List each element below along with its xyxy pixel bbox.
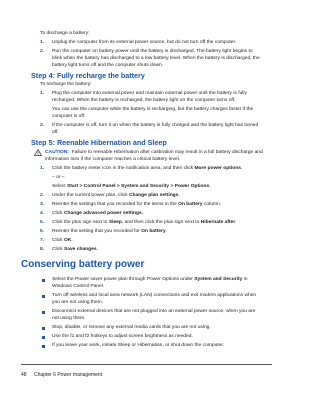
conserving-bullet-1-plain: Select the Power saver power plan through Power Options under xyxy=(52,277,195,282)
system-and-security-term: System and Security xyxy=(194,277,243,282)
step-5-item-7-number: 7. xyxy=(40,238,45,243)
conserving-bullet-1-line-2: Windows Control Panel. xyxy=(52,284,105,289)
step-5-item-2-text xyxy=(52,193,180,199)
caution-line-2: information loss if the computer reaches a critical battery level. xyxy=(45,157,181,162)
bullet-icon xyxy=(42,336,45,339)
step-5-item-8-text xyxy=(52,247,98,253)
step-5-item-6-text xyxy=(52,229,167,235)
conserving-bullet-2-line-1: Turn off wireless and local area network (LAN) connections and exit modem applications when xyxy=(52,293,257,298)
step-5-item-2-end: . xyxy=(178,193,180,198)
conserving-bullet-3-line-2: not using them. xyxy=(52,316,86,321)
on-battery-term-2: On battery xyxy=(141,229,166,234)
step-4-item-1-note-line-1: You can use the computer while the battery is recharging, but the battery charges faster if the xyxy=(52,107,254,112)
page-number: 48 xyxy=(21,372,27,378)
change-plan-settings-term: Change plan settings xyxy=(128,193,179,198)
hibernate-after-term: Hibernate after xyxy=(200,220,236,225)
caution-text-1: Failure to reenable Hibernation after calibration may result in a full battery discharge and xyxy=(71,150,263,155)
step-5-item-7-end: . xyxy=(71,238,73,243)
step-5-item-8-number: 8. xyxy=(40,247,45,252)
step-5-item-1-number: 1. xyxy=(40,166,45,171)
step-5-item-7-text xyxy=(52,238,73,244)
step-5-item-5-number: 5. xyxy=(40,220,45,225)
step-4-heading: Step 4: Fully recharge the battery xyxy=(31,71,145,80)
bullet-icon xyxy=(42,279,45,282)
control-panel-path: Start > Control Panel > System and Security > Power Options xyxy=(66,184,210,189)
discharge-step-1-text: Unplug the computer from its external power source, but do not turn off the computer. xyxy=(52,40,237,45)
step-5-item-1-text xyxy=(52,166,242,172)
conserving-bullet-4: Stop, disable, or remove any external media cards that you are not using. xyxy=(52,325,211,330)
select-prefix: Select xyxy=(52,184,67,189)
step-5-item-3-plain: Reenter the settings that you recorded for the items in the xyxy=(52,202,179,207)
conserving-bullet-1-end: in xyxy=(242,277,248,282)
on-battery-term: On battery xyxy=(178,202,203,207)
sleep-term: Sleep xyxy=(108,220,122,225)
step-4-item-1-note-line-2: computer is off. xyxy=(52,114,86,119)
step-5-item-3-end: column. xyxy=(202,202,222,207)
step-5-item-3-text xyxy=(52,202,221,208)
step-5-item-1-plain: Click the battery meter icon in the notification area, and then click xyxy=(52,166,195,171)
conserving-bullet-3-line-1: Disconnect external devices that are not plugged into an external power source, when you are xyxy=(52,309,256,314)
step-4-item-1-number: 1. xyxy=(40,91,45,96)
step-5-item-1-end: . xyxy=(240,166,243,171)
step-5-item-8-end: . xyxy=(96,247,98,252)
conserving-battery-heading: Conserving battery power xyxy=(21,259,145,270)
step-5-item-8-plain: Click xyxy=(52,247,64,252)
step-5-item-4-end: . xyxy=(141,211,144,216)
step-4-item-2-number: 2. xyxy=(40,123,45,128)
step-5-item-4-text xyxy=(52,211,143,217)
step-5-item-6-end: . xyxy=(165,229,167,234)
more-power-options-term: More power options xyxy=(194,166,241,171)
discharge-step-2-line-2: blink when the battery has discharged to a low battery level. When the battery is discharged, the xyxy=(52,56,260,61)
step-5-item-5-mid: , and then click the plus sign next to xyxy=(121,220,201,225)
bullet-icon xyxy=(42,345,45,348)
save-changes-term: Save changes xyxy=(63,247,97,252)
conserving-bullet-6: If you leave your work, initiate Sleep or Hibernation, or shut down the computer. xyxy=(52,343,225,348)
footer-rule xyxy=(21,364,272,365)
conserving-bullet-5: Use the f1 and f2 hotkeys to adjust screen brightness as needed. xyxy=(52,334,193,339)
step-4-item-2-line-1: If the computer is off, turn it on when the battery is fully charged and the battery light has turned xyxy=(52,123,259,128)
select-suffix: . xyxy=(209,184,211,189)
or-separator: – or – xyxy=(52,175,65,180)
step-5-item-2-plain: Under the current power plan, click xyxy=(52,193,129,198)
discharge-step-2-number: 2. xyxy=(40,49,45,54)
chapter-title: Chapter 6 Power management xyxy=(34,372,103,378)
select-path-text xyxy=(52,184,211,190)
bullet-icon xyxy=(42,327,45,330)
discharge-step-1-number: 1. xyxy=(40,40,45,45)
step-4-item-2-line-2: off. xyxy=(52,130,59,135)
caution-icon xyxy=(34,149,42,156)
step-5-heading: Step 5: Reenable Hibernation and Sleep xyxy=(31,138,167,147)
step-5-item-6-plain: Reenter the setting that you recorded for xyxy=(52,229,142,234)
discharge-step-2-line-1: Run the computer on battery power until the battery is discharged. The battery light begins to xyxy=(52,49,253,54)
step-5-item-4-plain: Click xyxy=(52,211,64,216)
step-5-item-5-text xyxy=(52,220,237,226)
step-4-intro: To recharge the battery: xyxy=(40,82,92,87)
step-5-item-6-number: 6. xyxy=(40,229,45,234)
step-5-item-3-number: 3. xyxy=(40,202,45,207)
caution-line-1 xyxy=(45,150,263,156)
step-5-item-2-number: 2. xyxy=(40,193,45,198)
conserving-bullet-1-line-1 xyxy=(52,277,247,283)
step-5-item-5-plain: Click the plus sign next to xyxy=(52,220,109,225)
step-5-item-4-number: 4. xyxy=(40,211,45,216)
change-advanced-power-settings-term: Change advanced power settings xyxy=(63,211,142,216)
step-5-item-5-end: . xyxy=(235,220,237,225)
discharge-intro: To discharge a battery: xyxy=(40,31,90,36)
bullet-icon xyxy=(42,311,45,314)
discharge-step-2-line-3: battery light turns off and the computer shuts down. xyxy=(52,63,164,68)
step-4-item-1-line-1: Plug the computer into external power and maintain external power until the battery is fully xyxy=(52,91,247,96)
ok-term: OK xyxy=(63,238,72,243)
caution-label: CAUTION: xyxy=(45,150,69,155)
step-4-item-1-line-2: recharged. When the battery is recharged, the battery light on the computer turns off. xyxy=(52,98,236,103)
conserving-bullet-2-line-2: you are not using them. xyxy=(52,300,104,305)
bullet-icon xyxy=(42,295,45,298)
step-5-item-7-plain: Click xyxy=(52,238,64,243)
